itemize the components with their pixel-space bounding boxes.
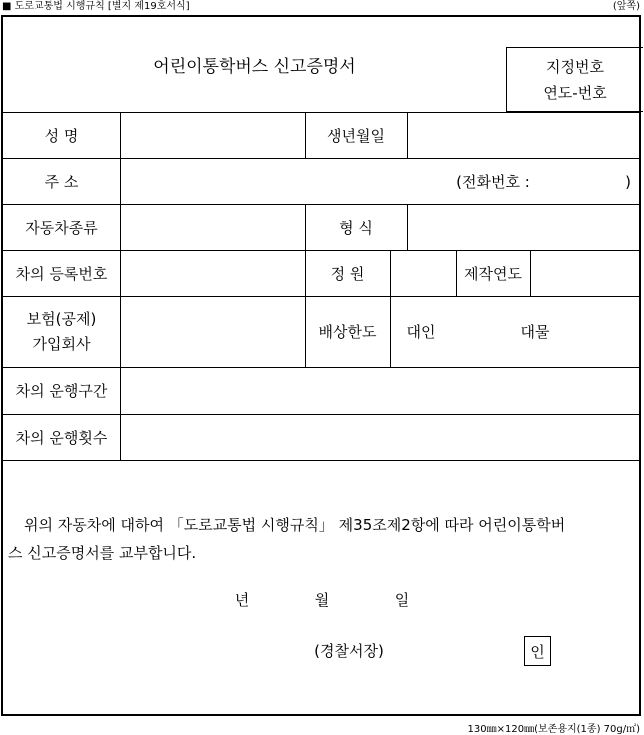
insurance-company-field[interactable] [121,296,305,367]
address-label: 주 소 [44,172,79,191]
birth-date-label: 생년월일 [327,126,385,145]
date-month: 월 [314,590,330,609]
capacity-label: 정 원 [330,264,365,283]
name-label: 성 명 [44,126,79,145]
route-label: 차의 운행구간 [15,382,108,400]
personal-injury-label: 대인 [406,323,436,341]
insurance-label-line2: 가입회사 [32,334,91,353]
paper-spec-footer: 130㎜×120㎜(보존용지(1종) 70g/㎡) [467,724,640,735]
insurance-label-line1: 보험(공제) [26,309,97,328]
route-field[interactable] [121,367,639,414]
form-title: 어린이통학버스 신고증명서 [153,57,356,77]
form-header [2,0,642,14]
certificate-form [1,15,641,716]
birth-date-field[interactable] [408,112,639,158]
compensation-limit-label: 배상한도 [318,323,377,341]
designation-number-label: 지정번호 [546,57,604,76]
manufacture-year-label: 제작연도 [464,264,522,283]
property-damage-label: 대물 [520,323,550,341]
trip-count-label: 차의 운행횟수 [15,428,108,447]
model-field[interactable] [408,204,639,250]
phone-number-field[interactable]: (전화번호 : ) [456,172,631,191]
police-chief-signer: (경찰서장) [314,641,384,660]
registration-number-field[interactable] [121,250,305,296]
trip-count-field[interactable] [121,414,639,460]
statement-line2: 스 신고증명서를 교부합니다. [8,544,197,562]
page-side-label: (앞쪽) [612,1,640,12]
vehicle-type-label: 자동차종류 [25,218,98,237]
date-year: 년 [234,590,250,609]
registration-number-label: 차의 등록번호 [15,264,108,283]
year-number-label: 연도-번호 [543,83,607,102]
form-reference: ■ 도로교통법 시행규칙 [별지 제19호서식] [2,1,190,12]
vehicle-type-field[interactable] [121,204,305,250]
name-field[interactable] [121,112,305,158]
capacity-field[interactable] [391,250,456,296]
insurance-company-label [3,296,120,367]
seal-box: 인 [524,636,551,666]
model-label: 형 식 [339,218,373,237]
statement-line1: 위의 자동차에 대하여 「도로교통법 시행규칙」 제35조제2항에 따라 어린이통학버 [24,516,566,534]
certification-statement [8,511,636,567]
date-day: 일 [394,590,410,609]
manufacture-year-field[interactable] [531,250,639,296]
designation-number-box [506,47,643,112]
